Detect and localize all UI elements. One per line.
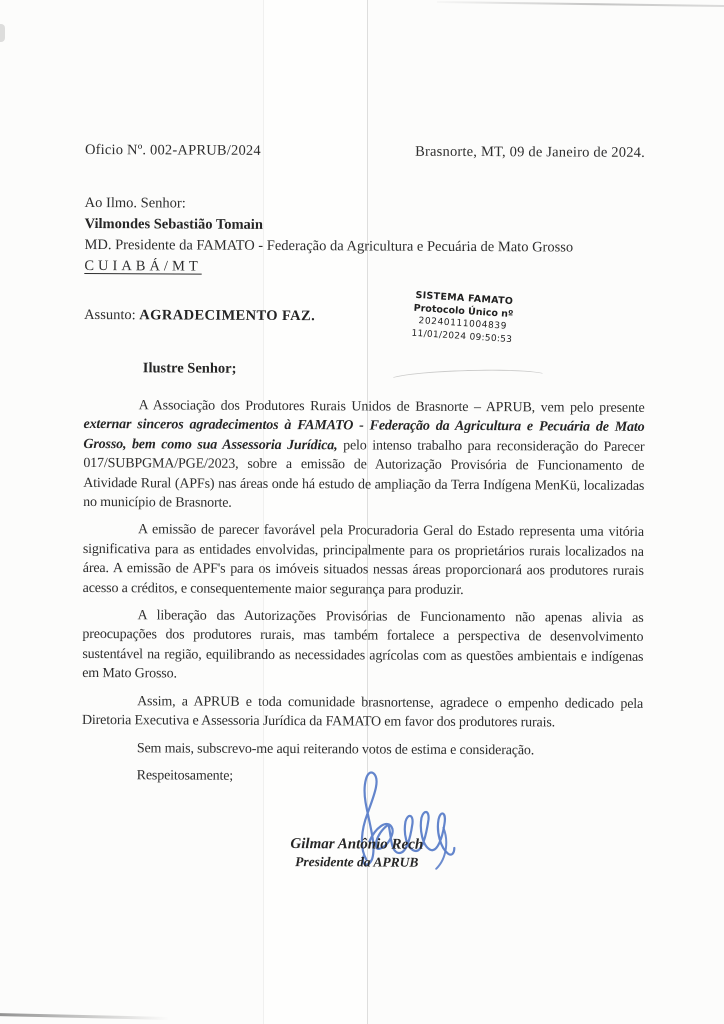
valediction: Respeitosamente; <box>136 768 234 784</box>
recipient-city: CUIABÁ/MT <box>84 258 202 275</box>
stamp-datetime: 11/01/2024 09:50:53 <box>411 328 513 345</box>
greeting: Ilustre Senhor; <box>142 360 237 377</box>
subject-value: AGRADECIMENTO FAZ. <box>139 307 316 325</box>
recipient-role: MD. Presidente da FAMATO - Federação da Agricultura e Pecuária de Mato Grosso <box>84 236 574 256</box>
place-date: Brasnorte, MT, 09 de Janeiro de 2024. <box>415 143 646 161</box>
letter-header <box>85 142 645 162</box>
subject-label: Assunto: <box>84 306 136 324</box>
recipient-name: Vilmondes Sebastião Tomain <box>84 215 263 233</box>
stamp-protocol-number: 20240111004839 <box>418 316 508 332</box>
paragraph-1-emphasis: externar sinceros agradecimentos à FAMATO - Federação da Agricultura e Pecuária de Mato Grosso, bem como sua Assessoria Jurídica, <box>83 417 645 454</box>
subject-line <box>84 307 315 325</box>
signatory-role: Presidente da APRUB <box>295 853 419 870</box>
recipient-salutation: Ao Ilmo. Senhor: <box>84 194 186 212</box>
protocol-stamp <box>400 289 527 347</box>
paragraph-1 <box>83 396 645 515</box>
paragraph-4: Assim, a APRUB e toda comunidade brasnortense, agradece o empenho dedicado pela Diretoria Executiva e Assessoria Jurídica da FAMATO em favor dos produtores rurais. <box>81 693 644 731</box>
paragraph-1-pre: A Associação dos Produtores Rurais Unidos de Brasnorte – APRUB, vem pelo presente <box>138 398 645 416</box>
recipient-block <box>84 193 573 280</box>
closing-line: Sem mais, subscrevo-me aqui reiterando votos de estima e consideração. <box>136 740 535 758</box>
oficio-reference: Oficio Nº. 002-APRUB/2024 <box>84 141 261 159</box>
signatory-name: Gilmar Antônio Rech <box>290 836 424 853</box>
paragraph-3: A liberação das Autorizações Provisórias de Funcionamento não apenas alivia as preocupações dos produtores rurais, mas também fortalece a perspectiva de desenvolvimento sustentável na região, equilibrando as necessidades agrícolas com as questões ambientais e indígenas em Mato Grosso. <box>82 608 644 682</box>
stamp-protocol-label: Protocolo Único nº <box>413 302 514 320</box>
stamp-system-name: SISTEMA FAMATO <box>415 289 514 308</box>
paragraph-2: A emissão de parecer favorável pela Procuradoria Geral do Estado representa uma vitória significativa para as entidades envolvidas, principalmente para os proprietários rurais localizados na área. A emissão de APF's para os imóveis situados nessas áreas proporcionará aos produtores rurais acesso a créditos, e consequentemente maior segurança para produzir. <box>82 522 645 598</box>
paragraph-1-post: pelo intenso trabalho para reconsideração do Parecer 017/SUBPGMA/PGE/2023, sobre a emissão de Autorização Provisória de Funcionamento de Atividade Rural (APFs) nas áreas onde há estudo de ampliação da Terra Indígena MenKü, localizadas no município de Brasnorte. <box>83 438 645 511</box>
signature-block <box>254 836 459 871</box>
letter-body <box>82 396 645 796</box>
